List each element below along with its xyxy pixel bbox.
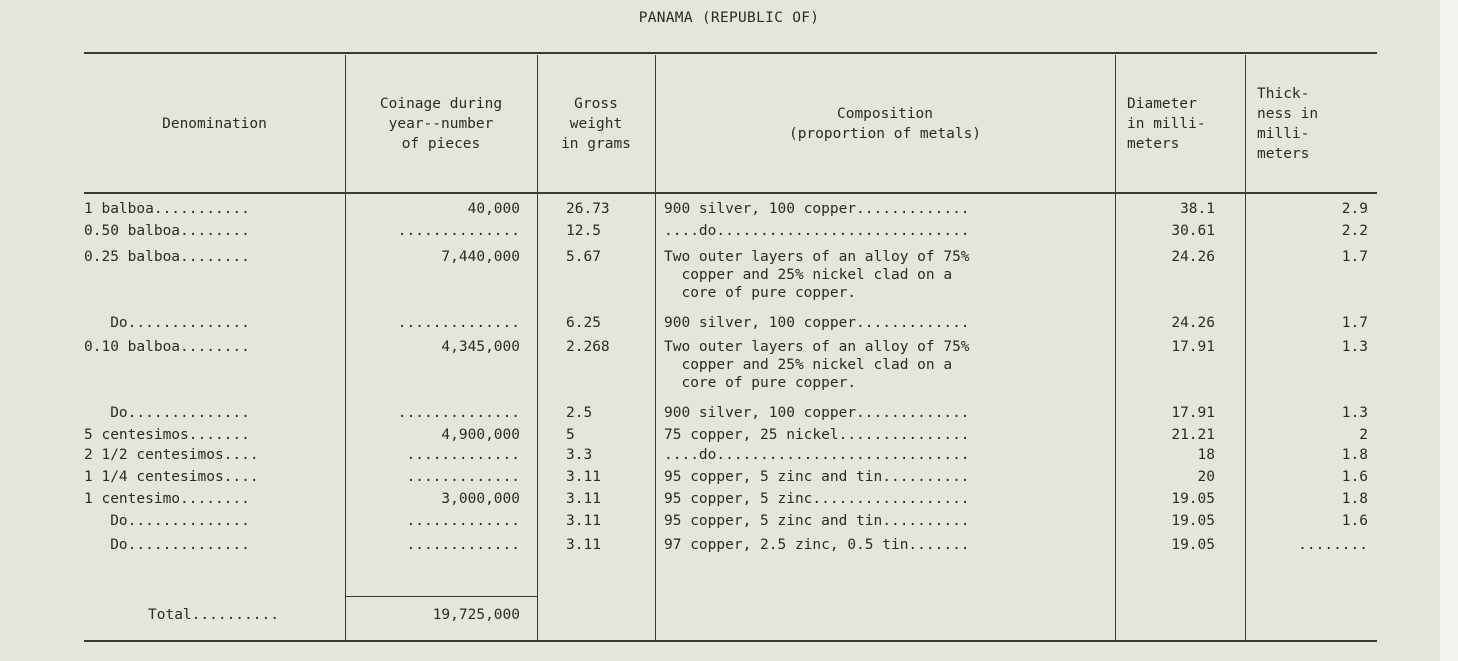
table-cell-coinage: 3,000,000: [441, 491, 520, 507]
table-cell-thickness: 2.2: [1341, 223, 1368, 239]
table-cell-weight: 2.5: [566, 405, 593, 421]
header-diameter: [1115, 60, 1245, 188]
table-cell-coinage: .............: [406, 537, 520, 553]
header-composition-text: Composition (proportion of metals): [788, 106, 982, 142]
table-cell-weight: 12.5: [566, 223, 601, 239]
header-coinage-text: Coinage during year--number of pieces: [379, 96, 503, 152]
table-top-rule: [84, 52, 1377, 54]
table-cell-thickness: 1.7: [1341, 249, 1368, 265]
table-cell-thickness: 1.8: [1341, 491, 1368, 507]
table-cell-coinage: ..............: [397, 223, 520, 239]
table-cell-composition: Two outer layers of an alloy of 75% copper and 25% nickel clad on a core of pure copper.: [664, 249, 970, 301]
table-bottom-rule: [84, 640, 1377, 642]
header-denomination-text: Denomination: [162, 116, 267, 132]
table-cell-coinage: 40,000: [467, 201, 520, 217]
table-cell-weight: 6.25: [566, 315, 601, 331]
table-cell-denomination: Do..............: [84, 405, 250, 421]
total-label: Total..........: [148, 607, 279, 623]
header-thickness: [1245, 60, 1377, 188]
table-cell-composition: 900 silver, 100 copper.............: [664, 201, 970, 217]
table-cell-denomination: 0.10 balboa........: [84, 339, 250, 355]
table-cell-coinage: ..............: [397, 315, 520, 331]
table-cell-weight: 3.11: [566, 469, 601, 485]
table-cell-diameter: 24.26: [1171, 249, 1215, 265]
table-cell-diameter: 17.91: [1171, 339, 1215, 355]
header-thickness-text: Thick- ness in milli- meters: [1257, 86, 1319, 162]
header-bottom-rule: [84, 192, 1377, 194]
header-weight-text: Gross weight in grams: [561, 96, 631, 152]
table-cell-coinage: 4,345,000: [441, 339, 520, 355]
table-cell-thickness: 1.6: [1341, 513, 1368, 529]
table-cell-composition: 95 copper, 5 zinc and tin..........: [664, 469, 970, 485]
total-coinage: 19,725,000: [432, 607, 520, 623]
table-cell-denomination: Do..............: [84, 315, 250, 331]
table-cell-thickness: 1.7: [1341, 315, 1368, 331]
table-cell-composition: 900 silver, 100 copper.............: [664, 315, 970, 331]
table-cell-coinage: .............: [406, 447, 520, 463]
header-coinage: [345, 60, 537, 188]
table-cell-diameter: 38.1: [1180, 201, 1215, 217]
table-cell-thickness: 1.3: [1341, 339, 1368, 355]
table-cell-coinage: 4,900,000: [441, 427, 520, 443]
table-cell-diameter: 18: [1197, 447, 1215, 463]
table-cell-diameter: 19.05: [1171, 537, 1215, 553]
header-diameter-text: Diameter in milli- meters: [1127, 96, 1206, 152]
table-cell-weight: 5: [566, 427, 575, 443]
table-cell-thickness: 2.9: [1341, 201, 1368, 217]
table-cell-coinage: ..............: [397, 405, 520, 421]
table-cell-denomination: 1 centesimo........: [84, 491, 250, 507]
table-cell-thickness: 2: [1359, 427, 1368, 443]
total-rule: [345, 596, 537, 597]
header-weight: [537, 60, 655, 188]
table-cell-denomination: 0.50 balboa........: [84, 223, 250, 239]
page-edge: [1440, 0, 1458, 661]
table-cell-coinage: 7,440,000: [441, 249, 520, 265]
table-cell-weight: 5.67: [566, 249, 601, 265]
table-cell-composition: 95 copper, 5 zinc..................: [664, 491, 970, 507]
table-cell-thickness: ........: [1298, 537, 1368, 553]
table-cell-weight: 3.11: [566, 537, 601, 553]
table-cell-weight: 3.11: [566, 491, 601, 507]
table-cell-weight: 3.3: [566, 447, 593, 463]
page-title: PANAMA (REPUBLIC OF): [638, 10, 820, 26]
table-cell-composition: 75 copper, 25 nickel...............: [664, 427, 970, 443]
table-cell-diameter: 30.61: [1171, 223, 1215, 239]
table-cell-weight: 26.73: [566, 201, 610, 217]
table-cell-diameter: 20: [1197, 469, 1215, 485]
table-cell-thickness: 1.8: [1341, 447, 1368, 463]
table-cell-denomination: Do..............: [84, 537, 250, 553]
table-cell-denomination: 1 1/4 centesimos....: [84, 469, 259, 485]
table-cell-thickness: 1.3: [1341, 405, 1368, 421]
table-cell-thickness: 1.6: [1341, 469, 1368, 485]
table-cell-composition: 900 silver, 100 copper.............: [664, 405, 970, 421]
header-denomination: [84, 60, 345, 188]
table-cell-denomination: 1 balboa...........: [84, 201, 250, 217]
table-cell-composition: ....do.............................: [664, 447, 970, 463]
table-cell-diameter: 17.91: [1171, 405, 1215, 421]
table-cell-composition: 97 copper, 2.5 zinc, 0.5 tin.......: [664, 537, 970, 553]
table-cell-diameter: 24.26: [1171, 315, 1215, 331]
header-composition: [655, 60, 1115, 188]
table-cell-composition: 95 copper, 5 zinc and tin..........: [664, 513, 970, 529]
table-cell-weight: 3.11: [566, 513, 601, 529]
table-cell-composition: Two outer layers of an alloy of 75% copper and 25% nickel clad on a core of pure copper.: [664, 339, 970, 391]
table-cell-denomination: 0.25 balboa........: [84, 249, 250, 265]
table-cell-coinage: .............: [406, 513, 520, 529]
table-cell-diameter: 19.05: [1171, 513, 1215, 529]
table-cell-denomination: Do..............: [84, 513, 250, 529]
table-cell-composition: ....do.............................: [664, 223, 970, 239]
table-cell-weight: 2.268: [566, 339, 610, 355]
table-cell-denomination: 2 1/2 centesimos....: [84, 447, 259, 463]
table-cell-coinage: .............: [406, 469, 520, 485]
table-cell-denomination: 5 centesimos.......: [84, 427, 250, 443]
table-cell-diameter: 21.21: [1171, 427, 1215, 443]
table-cell-diameter: 19.05: [1171, 491, 1215, 507]
